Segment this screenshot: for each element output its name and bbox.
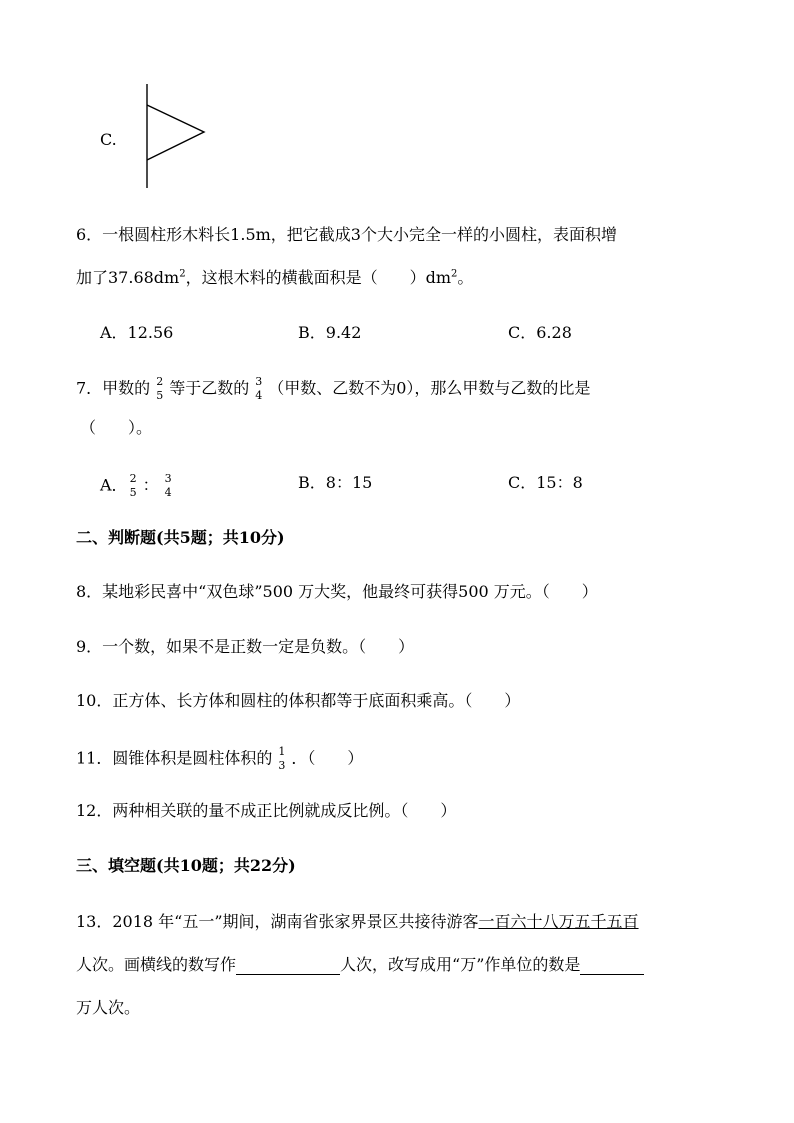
q7-optA-fraction-1 xyxy=(130,473,137,499)
section-2-heading: 二、判断题(共5题；共10分) xyxy=(76,528,285,547)
q13-line1 xyxy=(76,912,639,932)
q6-line2 xyxy=(76,268,473,288)
q7-optA-frac2-den: 4 xyxy=(164,486,172,499)
q7-optA-frac1-den: 5 xyxy=(129,486,137,499)
q11-post: ．（ ） xyxy=(291,748,364,768)
q7-optA-frac2-num: 3 xyxy=(164,472,172,485)
q7-line2: （ ）。 xyxy=(80,418,153,437)
q11 xyxy=(76,746,363,772)
q11-frac-num: 1 xyxy=(278,745,286,758)
q7-option-b: B．8：15 xyxy=(298,473,373,492)
q7-option-a xyxy=(100,473,178,499)
q7-post: （甲数、乙数不为0），那么甲数与乙数的比是 xyxy=(268,378,591,398)
q10: 10．正方体、长方体和圆柱的体积都等于底面积乘高。（ ） xyxy=(76,691,521,710)
q13-line3: 万人次。 xyxy=(76,998,141,1017)
q13-underlined-number: 一百六十八万五千五百 xyxy=(478,912,639,931)
q7-fraction-2 xyxy=(255,376,262,402)
q7-fraction-1 xyxy=(156,376,163,402)
q7-optA-label: A． xyxy=(100,475,128,495)
q7-option-c: C．15：8 xyxy=(508,473,583,492)
q12: 12．两种相关联的量不成正比例就成反比例。（ ） xyxy=(76,801,457,820)
q7-line1 xyxy=(76,376,590,402)
q7-optA-sep: ： xyxy=(142,475,159,495)
q7-frac1-num: 2 xyxy=(156,375,164,388)
section-3-heading: 三、填空题(共10题；共22分) xyxy=(76,856,296,875)
q7-frac2-den: 4 xyxy=(255,389,263,402)
q6-option-c: C．6.28 xyxy=(508,323,572,342)
q7-frac2-num: 3 xyxy=(255,375,263,388)
q8: 8．某地彩民喜中“双色球”500 万大奖，他最终可获得500 万元。（ ） xyxy=(76,582,598,601)
triangle-shape xyxy=(147,105,204,160)
q11-frac-den: 3 xyxy=(278,759,286,772)
q6-sup2: 2 xyxy=(451,268,458,280)
q7-optA-frac1-num: 2 xyxy=(129,472,137,485)
q13-blank-1[interactable] xyxy=(236,958,340,975)
q6-option-b: B．9.42 xyxy=(298,323,362,342)
q13-line2 xyxy=(76,955,644,975)
q6-line1: 6．一根圆柱形木料长1.5m，把它截成3个大小完全一样的小圆柱，表面积增 xyxy=(76,225,617,244)
q7-frac1-den: 5 xyxy=(156,389,164,402)
q13-line1-pre: 13．2018 年“五一”期间，湖南省张家界景区共接待游客 xyxy=(76,912,479,931)
q13-line2-b: 人次，改写成用“万”作单位的数是 xyxy=(340,955,581,974)
q13-line2-a: 人次。画横线的数写作 xyxy=(76,955,237,974)
q13-blank-2[interactable] xyxy=(580,958,644,975)
q5-option-c-label: C. xyxy=(100,130,117,149)
q11-fraction xyxy=(278,746,285,772)
q6-option-a: A．12.56 xyxy=(100,323,174,342)
q7-optA-fraction-2 xyxy=(165,473,172,499)
q7-mid: 等于乙数的 xyxy=(169,378,250,398)
q6-line2-mid: ，这根木料的横截面积是（ ）dm xyxy=(185,268,452,287)
q9: 9．一个数，如果不是正数一定是负数。（ ） xyxy=(76,637,415,656)
q11-pre: 11．圆锥体积是圆柱体积的 xyxy=(76,748,273,768)
q6-line2-pre: 加了37.68dm xyxy=(76,268,180,287)
q6-sup1: 2 xyxy=(179,268,186,280)
q7-pre: 7．甲数的 xyxy=(76,378,151,398)
triangle-figure xyxy=(140,84,210,188)
q6-line2-end: 。 xyxy=(457,268,474,287)
